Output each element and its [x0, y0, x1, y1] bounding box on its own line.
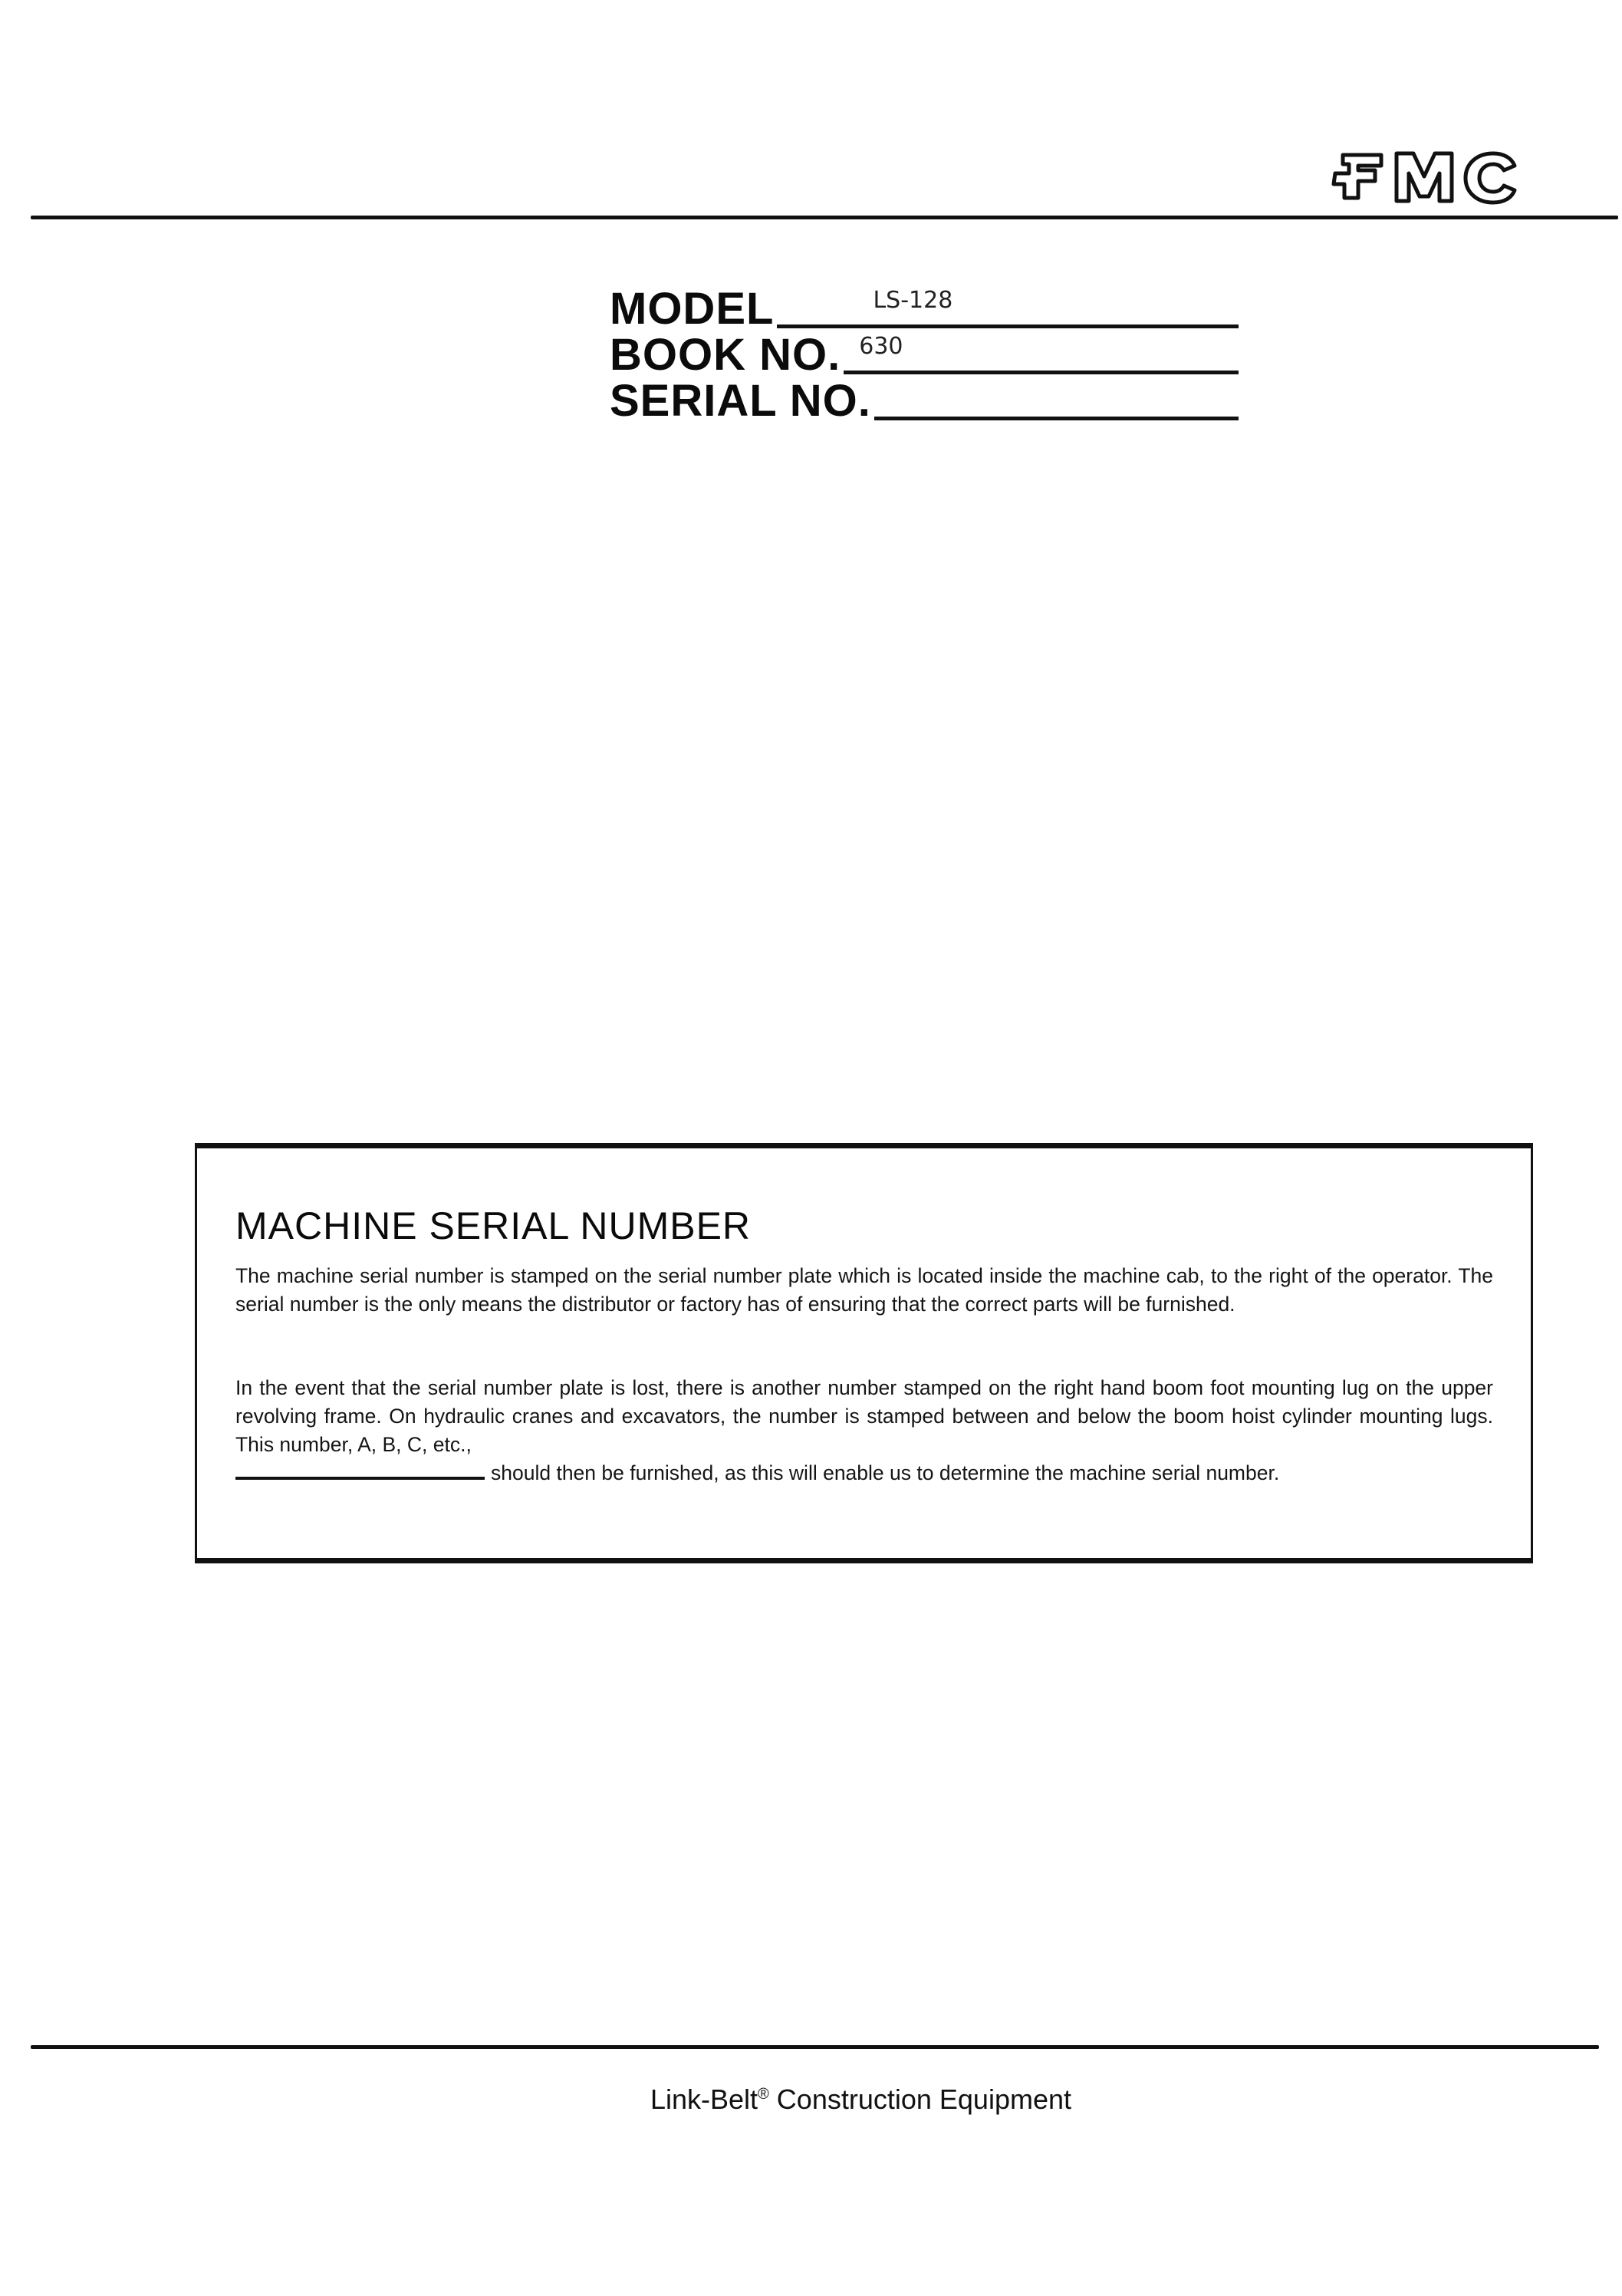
fmc-logo-icon [1331, 144, 1538, 206]
book-number-line[interactable] [844, 333, 1239, 374]
model-label: MODEL [610, 284, 775, 334]
footer-brand: Link-Belt [650, 2084, 758, 2115]
model-row [610, 284, 1239, 334]
footer-suffix: Construction Equipment [768, 2084, 1072, 2115]
model-value: LS-128 [873, 287, 953, 314]
notice-paragraph-1: The machine serial number is stamped on the serial number plate which is located inside the machine cab, to the right of the operator. The serial number is the only means the distributor or factory has of ensuring that the correct parts will be furnished. [235, 1264, 1493, 1316]
header-rule [31, 216, 1618, 219]
notice-paragraph-2-part-1: In the event that the serial number plate is lost, there is another number stamped on the right hand boom foot mounting lug on the upper revolving frame. On hydraulic cranes and excavators, the number is stamped between and below the boom hoist cylinder mounting lugs. This number, A, B, C, etc., [235, 1376, 1493, 1456]
fmc-logo [1331, 144, 1538, 206]
footer-rule [31, 2045, 1599, 2049]
serial-number-label: SERIAL NO. [610, 376, 871, 426]
identification-fields [610, 284, 1239, 426]
footer [0, 2084, 1622, 2116]
serial-number-line[interactable] [874, 417, 1239, 420]
book-number-value: 630 [859, 333, 903, 360]
notice-paragraph-2-part-2: should then be furnished, as this will enable us to determine the machine serial number. [491, 1461, 1280, 1484]
model-line[interactable] [777, 287, 1239, 328]
notice-paragraph-2 [235, 1374, 1493, 1487]
notice-title: MACHINE SERIAL NUMBER [235, 1204, 752, 1247]
machine-serial-number-box [195, 1143, 1533, 1563]
book-number-label: BOOK NO. [610, 330, 841, 380]
registered-mark: ® [758, 2086, 769, 2103]
serial-number-row [610, 376, 1239, 426]
book-number-row [610, 330, 1239, 380]
letter-blank-line[interactable] [235, 1477, 485, 1480]
